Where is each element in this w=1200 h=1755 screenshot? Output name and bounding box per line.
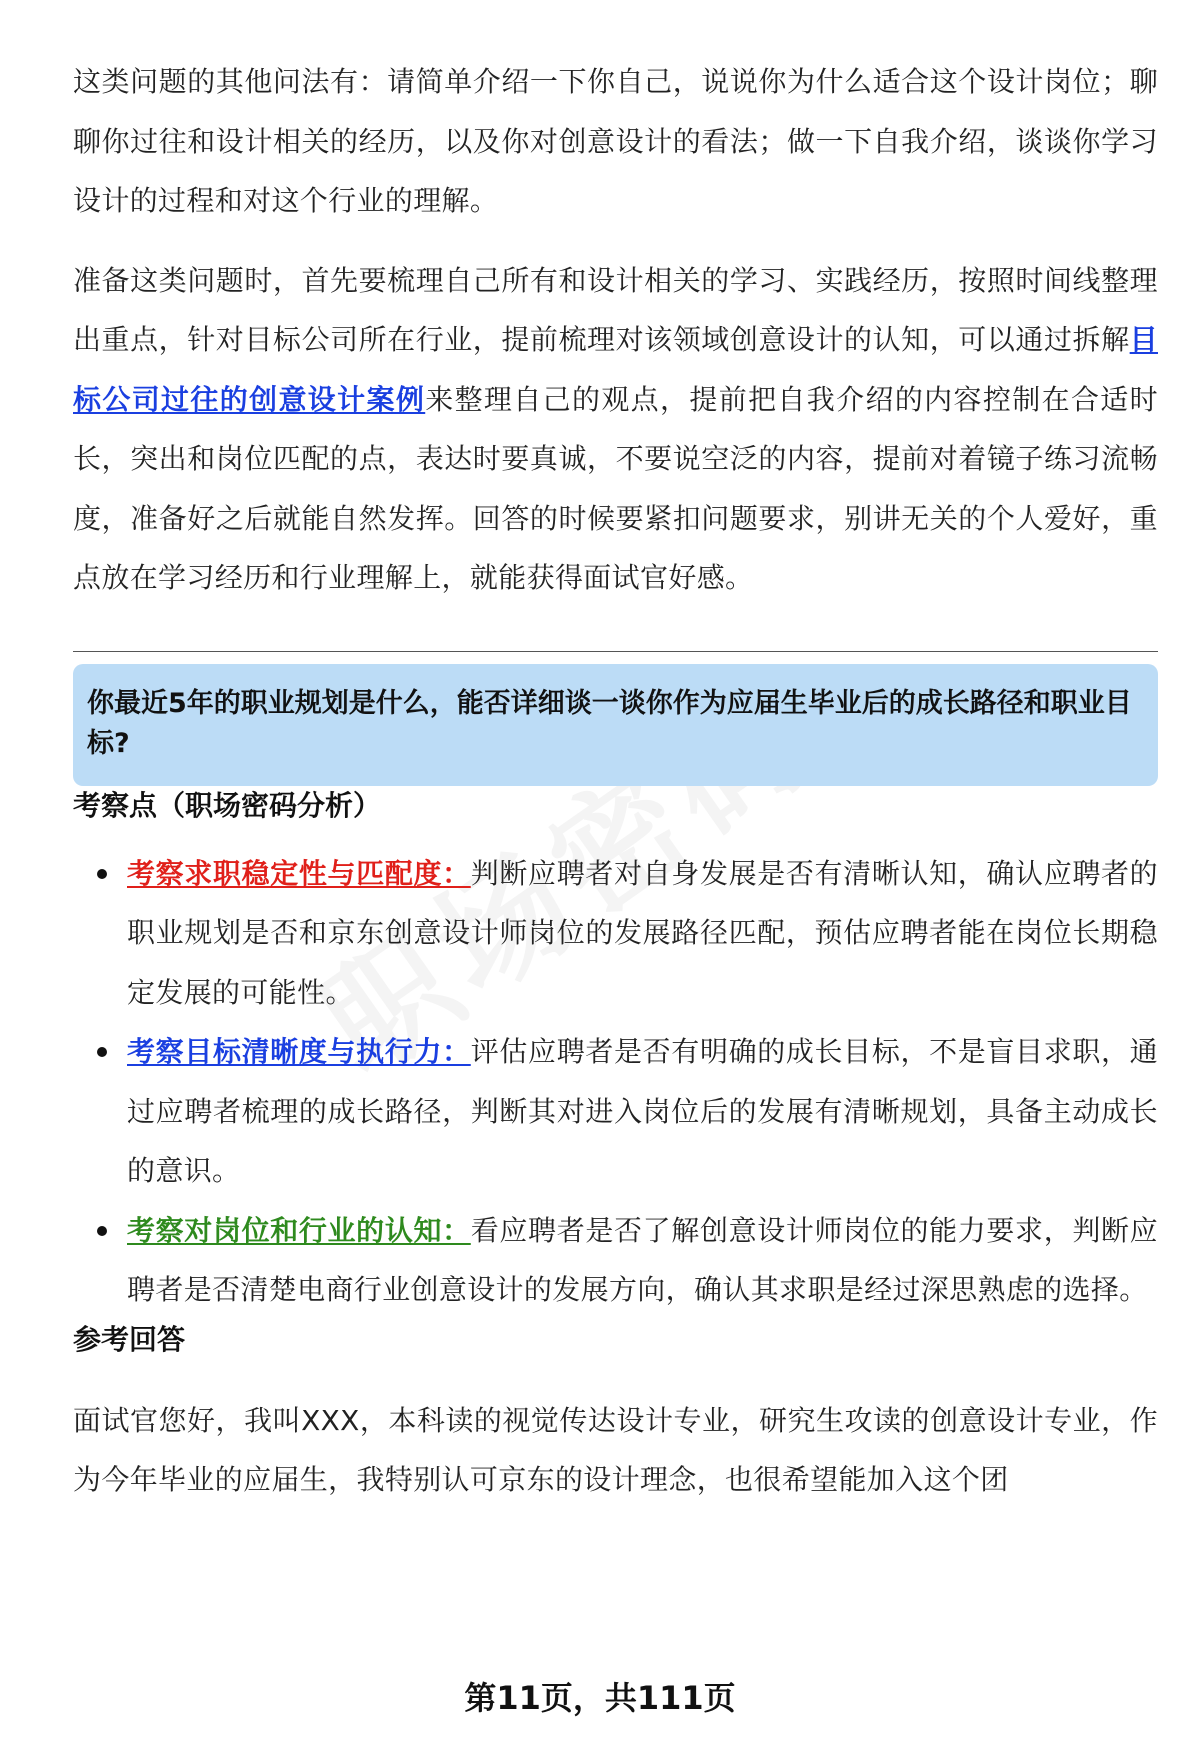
- preparation-paragraph: [73, 251, 1158, 608]
- page-footer: 第11页，共111页: [464, 1679, 736, 1717]
- case-study-link[interactable]: 目标公司过往的创意设计案例: [73, 323, 1158, 416]
- check-point-keyword: 考察求职稳定性与匹配度：: [127, 856, 471, 890]
- bullet-dot: [97, 1226, 107, 1236]
- bullet-dot: [97, 1047, 107, 1057]
- check-points-heading: 考察点（职场密码分析）: [73, 788, 382, 822]
- check-point-keyword: 考察目标清晰度与执行力：: [127, 1035, 471, 1068]
- interview-question-box: 你最近5年的职业规划是什么，能否详细谈一谈你作为应届生毕业后的成长路径和职业目标?: [73, 664, 1158, 786]
- check-point-text: 判断应聘者对自身发展是否有清晰认知，确认应聘者的职业规划是否和京东创意设计师岗位的发展路径匹配，预估应聘者能在岗位长期稳定发展的可能性。: [127, 856, 1158, 1009]
- list-item: [73, 1022, 1158, 1201]
- check-point-text: 看应聘者是否了解创意设计师岗位的能力要求，判断应聘者是否清楚电商行业创意设计的发展方向，确认其求职是经过深思熟虑的选择。: [127, 1213, 1158, 1306]
- intro-paragraph: 这类问题的其他问法有：请简单介绍一下你自己，说说你为什么适合这个设计岗位；聊聊你过往和设计相关的经历，以及你对创意设计的看法；做一下自我介绍，谈谈你学习设计的过程和对这个行业的理解。: [73, 65, 1158, 217]
- list-item: [73, 844, 1158, 1023]
- list-item: [73, 1201, 1158, 1320]
- check-points-list: [73, 844, 1158, 1320]
- prep-text-after-link: 来整理自己的观点，提前把自我介绍的内容控制在合适时长，突出和岗位匹配的点，表达时要真诚，不要说空泛的内容，提前对着镜子练习流畅度，准备好之后就能自然发挥。回答的时候要紧扣问题要求，别讲无关的个人爱好，重点放在学习经历和行业理解上，就能获得面试官好感。: [73, 382, 1158, 594]
- reference-answer-heading: 参考回答: [73, 1322, 186, 1356]
- check-point-keyword: 考察对岗位和行业的认知：: [127, 1213, 471, 1247]
- bullet-dot: [97, 869, 107, 879]
- section-divider: [73, 651, 1158, 652]
- check-point-text: 评估应聘者是否有明确的成长目标，不是盲目求职，通过应聘者梳理的成长路径，判断其对进入岗位后的发展有清晰规划，具备主动成长的意识。: [127, 1035, 1158, 1187]
- document-page: [73, 52, 1158, 1510]
- prep-text-before-link: 准备这类问题时，首先要梳理自己所有和设计相关的学习、实践经历，按照时间线整理出重点，针对目标公司所在行业，提前梳理对该领域创意设计的认知，可以通过拆解: [73, 263, 1158, 356]
- reference-answer-paragraph: 面试官您好，我叫XXX，本科读的视觉传达设计专业，研究生攻读的创意设计专业，作为今年毕业的应届生，我特别认可京东的设计理念，也很希望能加入这个团: [73, 1403, 1158, 1496]
